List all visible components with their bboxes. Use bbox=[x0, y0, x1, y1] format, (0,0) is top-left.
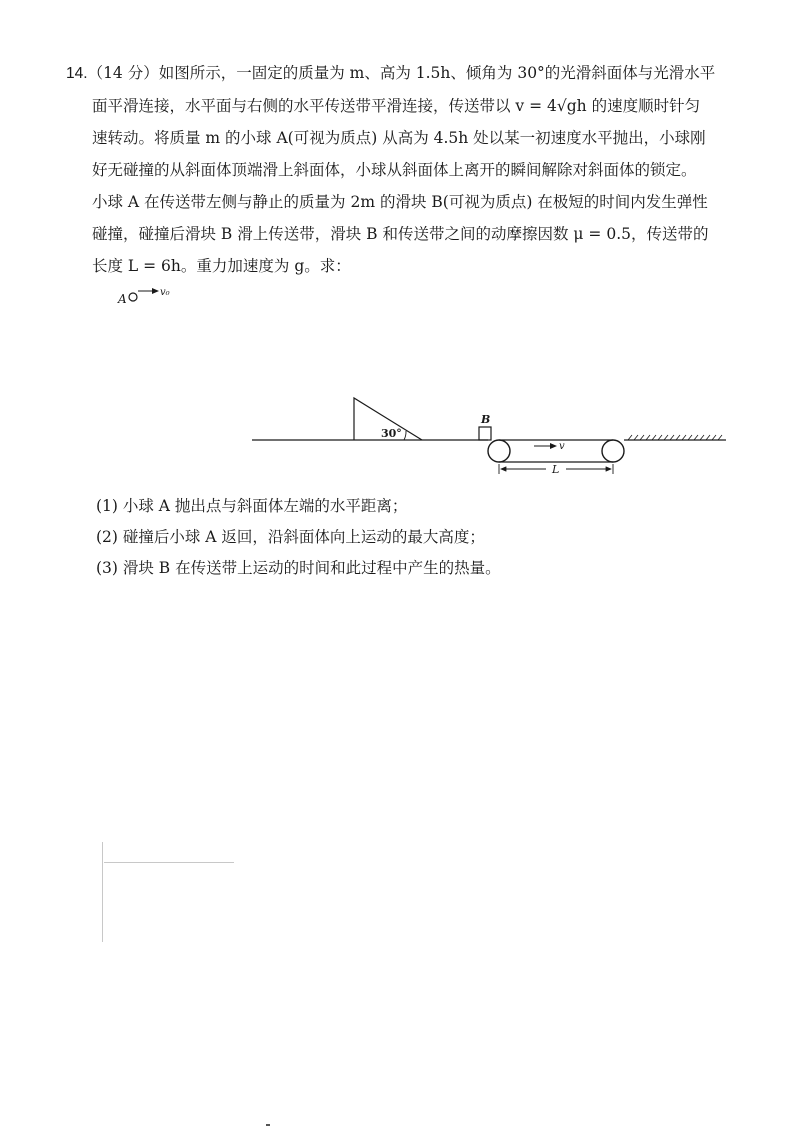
scan-mark-horizontal bbox=[104, 862, 234, 863]
question-2: (2) 碰撞后小球 A 返回，沿斜面体向上运动的最大高度； bbox=[96, 528, 485, 546]
right-ground bbox=[624, 435, 726, 440]
conveyor-belt bbox=[488, 440, 624, 462]
initial-velocity-label: v₀ bbox=[160, 287, 170, 298]
block-b-box bbox=[479, 427, 491, 440]
problem-line-1 bbox=[66, 57, 766, 90]
problem-line-6: 碰撞，碰撞后滑块 B 滑上传送带，滑块 B 和传送带之间的动摩擦因数 μ = 0.5，传送带的 bbox=[92, 225, 709, 243]
belt-velocity-label: v bbox=[559, 441, 565, 452]
block-b-label: B bbox=[481, 413, 491, 426]
question-1: (1) 小球 A 抛出点与斜面体左端的水平距离； bbox=[96, 497, 408, 515]
length-label: L bbox=[552, 463, 560, 476]
question-score: （14 分） bbox=[87, 64, 159, 82]
angle-label: 30° bbox=[381, 427, 402, 440]
left-pulley bbox=[488, 440, 510, 462]
incline bbox=[354, 398, 422, 440]
ball-a bbox=[117, 287, 170, 306]
problem-14 bbox=[66, 57, 766, 282]
question-3: (3) 滑块 B 在传送带上运动的时间和此过程中产生的热量。 bbox=[96, 559, 501, 577]
right-pulley bbox=[602, 440, 624, 462]
problem-line-5: 小球 A 在传送带左侧与静止的质量为 2m 的滑块 B(可视为质点) 在极短的时间内发生弹性 bbox=[92, 193, 708, 211]
scan-mark-dot bbox=[266, 1124, 270, 1126]
problem-line-2: 面平滑连接，水平面与右侧的水平传送带平滑连接，传送带以 v = 4√gh 的速度顺时针匀 bbox=[92, 97, 701, 115]
problem-line-3: 速转动。将质量 m 的小球 A(可视为质点) 从高为 4.5h 处以某一初速度水平抛出，小球刚 bbox=[92, 129, 706, 147]
ball-a-circle bbox=[129, 293, 137, 301]
problem-line-4: 好无碰撞的从斜面体顶端滑上斜面体，小球从斜面体上离开的瞬间解除对斜面体的锁定。 bbox=[92, 161, 697, 179]
scan-mark-vertical bbox=[102, 842, 103, 942]
block-b bbox=[479, 413, 491, 440]
physics-diagram bbox=[0, 280, 800, 490]
ground-hatching bbox=[628, 435, 722, 440]
problem-text-1: 如图所示，一固定的质量为 m、高为 1.5h、倾角为 30°的光滑斜面体与光滑水平 bbox=[158, 64, 716, 82]
question-number: 14. bbox=[66, 65, 88, 82]
length-dimension bbox=[499, 463, 613, 476]
problem-line-7: 长度 L = 6h。重力加速度为 g。求： bbox=[92, 257, 351, 275]
angle-arc bbox=[404, 431, 406, 440]
ball-a-label: A bbox=[118, 292, 127, 306]
